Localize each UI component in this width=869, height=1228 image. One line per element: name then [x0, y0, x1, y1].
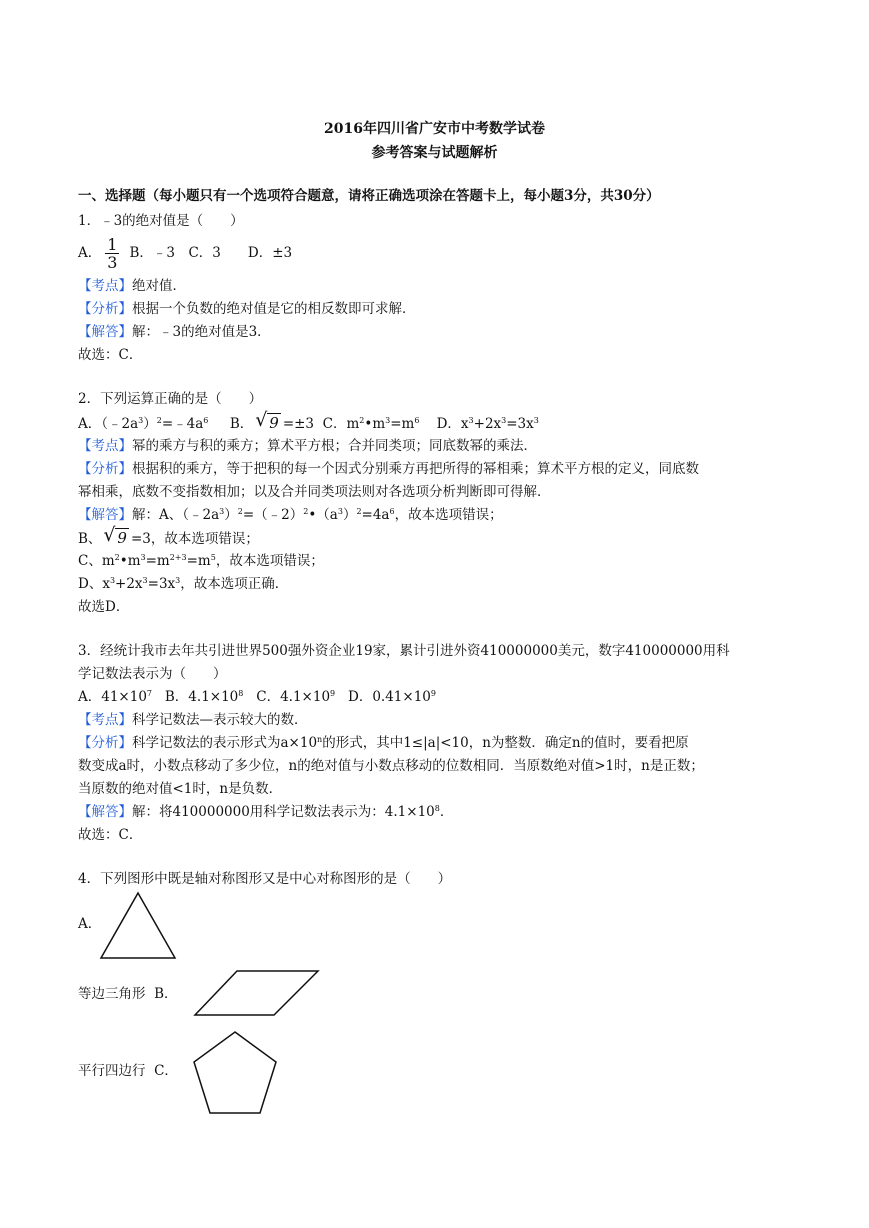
q2-jieda-1b: ） — [224, 507, 238, 523]
fraction-numerator: 1 — [107, 235, 118, 254]
q1-jieda-text: 解：﹣3的绝对值是3． — [132, 324, 271, 340]
fenxi-label: 【分析】 — [78, 735, 132, 751]
sup: 2 — [156, 416, 162, 425]
sup: 2 — [237, 507, 243, 516]
sup: 8 — [238, 689, 244, 698]
sup: 2 — [114, 553, 120, 562]
sup: 3 — [501, 416, 507, 425]
radical-sign-icon: √ — [103, 524, 116, 546]
equilateral-triangle-figure — [98, 890, 178, 962]
q2-stem: 2．下列运算正确的是（ ） — [78, 391, 263, 407]
q3-jieda-a: 解：将410000000用科学记数法表示为：4.1×10 — [132, 804, 435, 820]
q3-jieda — [78, 802, 453, 822]
q2-choice: 故选D． — [78, 599, 130, 615]
q3-choice: 故选：C． — [78, 827, 143, 843]
q1-fenxi — [78, 299, 416, 319]
sqrt-argument: 9 — [269, 414, 279, 432]
fenxi-label: 【分析】 — [78, 301, 132, 317]
q4-stem: 4．下列图形中既是轴对称图形又是中心对称图形的是（ ） — [78, 871, 452, 887]
q3-kaodian — [78, 710, 308, 730]
section-heading: 一、选择题（每小题只有一个选项符合题意，请将正确选项涂在答题卡上，每小题3分，共30分） — [78, 188, 660, 204]
q3-stem-line-2: 学记数法表示为（ ） — [78, 666, 227, 682]
q2-jieda-4d: ，故本选项正确． — [180, 576, 289, 592]
kaodian-label: 【考点】 — [78, 438, 132, 454]
q2-fenxi-line-2: 幂相乘，底数不变指数相加；以及合并同类项法则对各选项分析判断即可得解． — [78, 484, 551, 500]
sup: 3 — [138, 416, 144, 425]
sup: 8 — [434, 804, 440, 813]
radical-sign-icon: √ — [255, 409, 268, 431]
parallelogram-shape — [195, 971, 318, 1015]
q2-opt-d-eq: =3x — [506, 416, 534, 432]
q2-jieda-1c: =（﹣2） — [242, 507, 304, 523]
q2-jieda-3d: =m — [186, 553, 211, 569]
q1-options — [78, 236, 292, 271]
sup: 3 — [175, 576, 181, 585]
q2-jieda-1f: =4a — [361, 507, 390, 523]
sup: 9 — [430, 689, 436, 698]
q2-opt-c-eq: =m — [390, 416, 415, 432]
q1-option-a-fraction — [105, 236, 119, 271]
q3-stem-line-1: 3．经统计我市去年共引进世界500强外资企业19家，累计引进外资410000000美元，数字410000000用科 — [78, 643, 730, 659]
q1-options-rest: B．﹣3 C．3 D．±3 — [129, 245, 293, 261]
q2-jieda — [78, 505, 503, 525]
q2-opt-b: B． — [229, 416, 254, 432]
q4-option-c-label: C． — [154, 1063, 178, 1079]
q3-jieda-b: ． — [439, 804, 454, 820]
document-subtitle: 参考答案与试题解析 — [371, 145, 498, 161]
q2-opt-a-end: =﹣4a — [161, 416, 204, 432]
q2-fenxi-text-1: 根据积的乘方，等于把积的每一个因式分别乘方再把所得的幂相乘；算术平方根的定义，同底数 — [132, 461, 699, 477]
document-title: 2016年四川省广安市中考数学试卷 — [324, 121, 545, 137]
q2-jieda-3c: =m — [145, 553, 170, 569]
regular-pentagon-figure — [190, 1028, 280, 1118]
sqrt-argument: 9 — [117, 529, 127, 547]
q3-fenxi-1b: 的形式，其中1≤|a|<10，n为整数．确定n的值时，要看把原 — [322, 735, 689, 751]
sup: 6 — [389, 507, 395, 516]
q2-options — [78, 409, 539, 434]
sup: 3 — [468, 416, 474, 425]
q2-opt-a-mid: ） — [143, 416, 157, 432]
q3-fenxi-1a: 科学记数法的表示形式为a×10 — [132, 735, 318, 751]
q1-fenxi-text: 根据一个负数的绝对值是它的相反数即可求解． — [132, 301, 416, 317]
q2-jieda-d — [78, 574, 288, 594]
q4-option-b-label: B． — [154, 986, 178, 1002]
fraction-denominator: 3 — [107, 253, 118, 272]
q3-fenxi-line-3: 当原数的绝对值<1时，n是负数． — [78, 781, 283, 797]
q1-kaodian-text: 绝对值． — [132, 278, 186, 294]
sup: 9 — [330, 689, 336, 698]
pentagon-shape — [194, 1032, 276, 1113]
q2-jieda-4c: =3x — [147, 576, 176, 592]
q2-jieda-4b: +2x — [115, 576, 143, 592]
q3-opt-b: B．4.1×10 — [164, 689, 239, 705]
q2-jieda-4a: D、x — [78, 576, 110, 592]
q1-stem: 1．﹣3的绝对值是（ ） — [78, 213, 244, 229]
q2-jieda-1d: •（a — [308, 507, 338, 523]
q3-fenxi-line-2: 数变成a时，小数点移动了多少位，n的绝对值与小数点移动的位数相同．当原数绝对值>1时，n是正数； — [78, 758, 704, 774]
q2-jieda-1e: ） — [342, 507, 357, 523]
q2-jieda-1a: 解：A、（﹣2a — [132, 507, 220, 523]
q2-opt-c: C．m — [322, 416, 360, 432]
q2-opt-a: A．（﹣2a — [78, 416, 139, 432]
square-root — [103, 524, 129, 549]
q2-jieda-b — [78, 524, 259, 549]
q3-fenxi — [78, 733, 689, 753]
q2-jieda-2b: =3，故本选项错误； — [130, 531, 259, 547]
q2-jieda-3b: •m — [119, 553, 141, 569]
q2-jieda-2a: B、 — [78, 531, 102, 547]
parallelogram-figure — [192, 968, 322, 1018]
q1-choice: 故选：C． — [78, 347, 143, 363]
q2-kaodian-text: 幂的乘方与积的乘方；算术平方根；合并同类项；同底数幂的乘法． — [132, 438, 537, 454]
q3-options — [78, 687, 436, 707]
sup: 3 — [533, 416, 539, 425]
sup: 6 — [203, 416, 209, 425]
sup: 2 — [303, 507, 309, 516]
kaodian-label: 【考点】 — [78, 278, 132, 294]
triangle-shape — [101, 893, 175, 958]
q4-option-a-label: A． — [78, 916, 102, 932]
q2-kaodian — [78, 436, 537, 456]
q2-opt-b-end: =±3 — [282, 416, 315, 432]
sup: 3 — [385, 416, 391, 425]
sup: 7 — [146, 689, 153, 698]
sup: 2 — [356, 507, 362, 516]
sup: 2+3 — [169, 553, 187, 562]
q2-jieda-c — [78, 551, 324, 571]
sup: 6 — [414, 416, 420, 425]
q1-option-a-label: A． — [78, 245, 102, 261]
q2-jieda-1g: ，故本选项错误； — [394, 507, 503, 523]
q2-jieda-3a: C、m — [78, 553, 115, 569]
sup: 3 — [142, 576, 148, 585]
q2-jieda-3e: ，故本选项错误； — [215, 553, 324, 569]
sup: 3 — [219, 507, 225, 516]
jieda-label: 【解答】 — [78, 804, 132, 820]
sup: n — [317, 735, 323, 744]
q4-caption-b: 平行四边行 — [78, 1063, 146, 1079]
jieda-label: 【解答】 — [78, 507, 132, 523]
sup: 3 — [140, 553, 146, 562]
q3-opt-d: D．0.41×10 — [348, 689, 431, 705]
square-root — [255, 409, 281, 434]
kaodian-label: 【考点】 — [78, 712, 132, 728]
q4-caption-a: 等边三角形 — [78, 986, 146, 1002]
q4-option-b-row — [78, 984, 178, 1004]
q3-kaodian-text: 科学记数法—表示较大的数． — [132, 712, 308, 728]
q2-fenxi — [78, 459, 699, 479]
q2-opt-c-mid: •m — [364, 416, 386, 432]
jieda-label: 【解答】 — [78, 324, 132, 340]
q3-opt-c: C．4.1×10 — [256, 689, 331, 705]
q3-opt-a: A．41×10 — [78, 689, 147, 705]
sup: 2 — [359, 416, 365, 425]
q1-kaodian — [78, 276, 186, 296]
sup: 3 — [109, 576, 116, 585]
sup: 5 — [210, 553, 216, 562]
sup: 3 — [337, 507, 343, 516]
q1-jieda — [78, 322, 271, 342]
q2-opt-d: D．x — [436, 416, 469, 432]
q4-option-c-row — [78, 1061, 178, 1081]
fenxi-label: 【分析】 — [78, 461, 132, 477]
q2-opt-d-mid: +2x — [473, 416, 502, 432]
